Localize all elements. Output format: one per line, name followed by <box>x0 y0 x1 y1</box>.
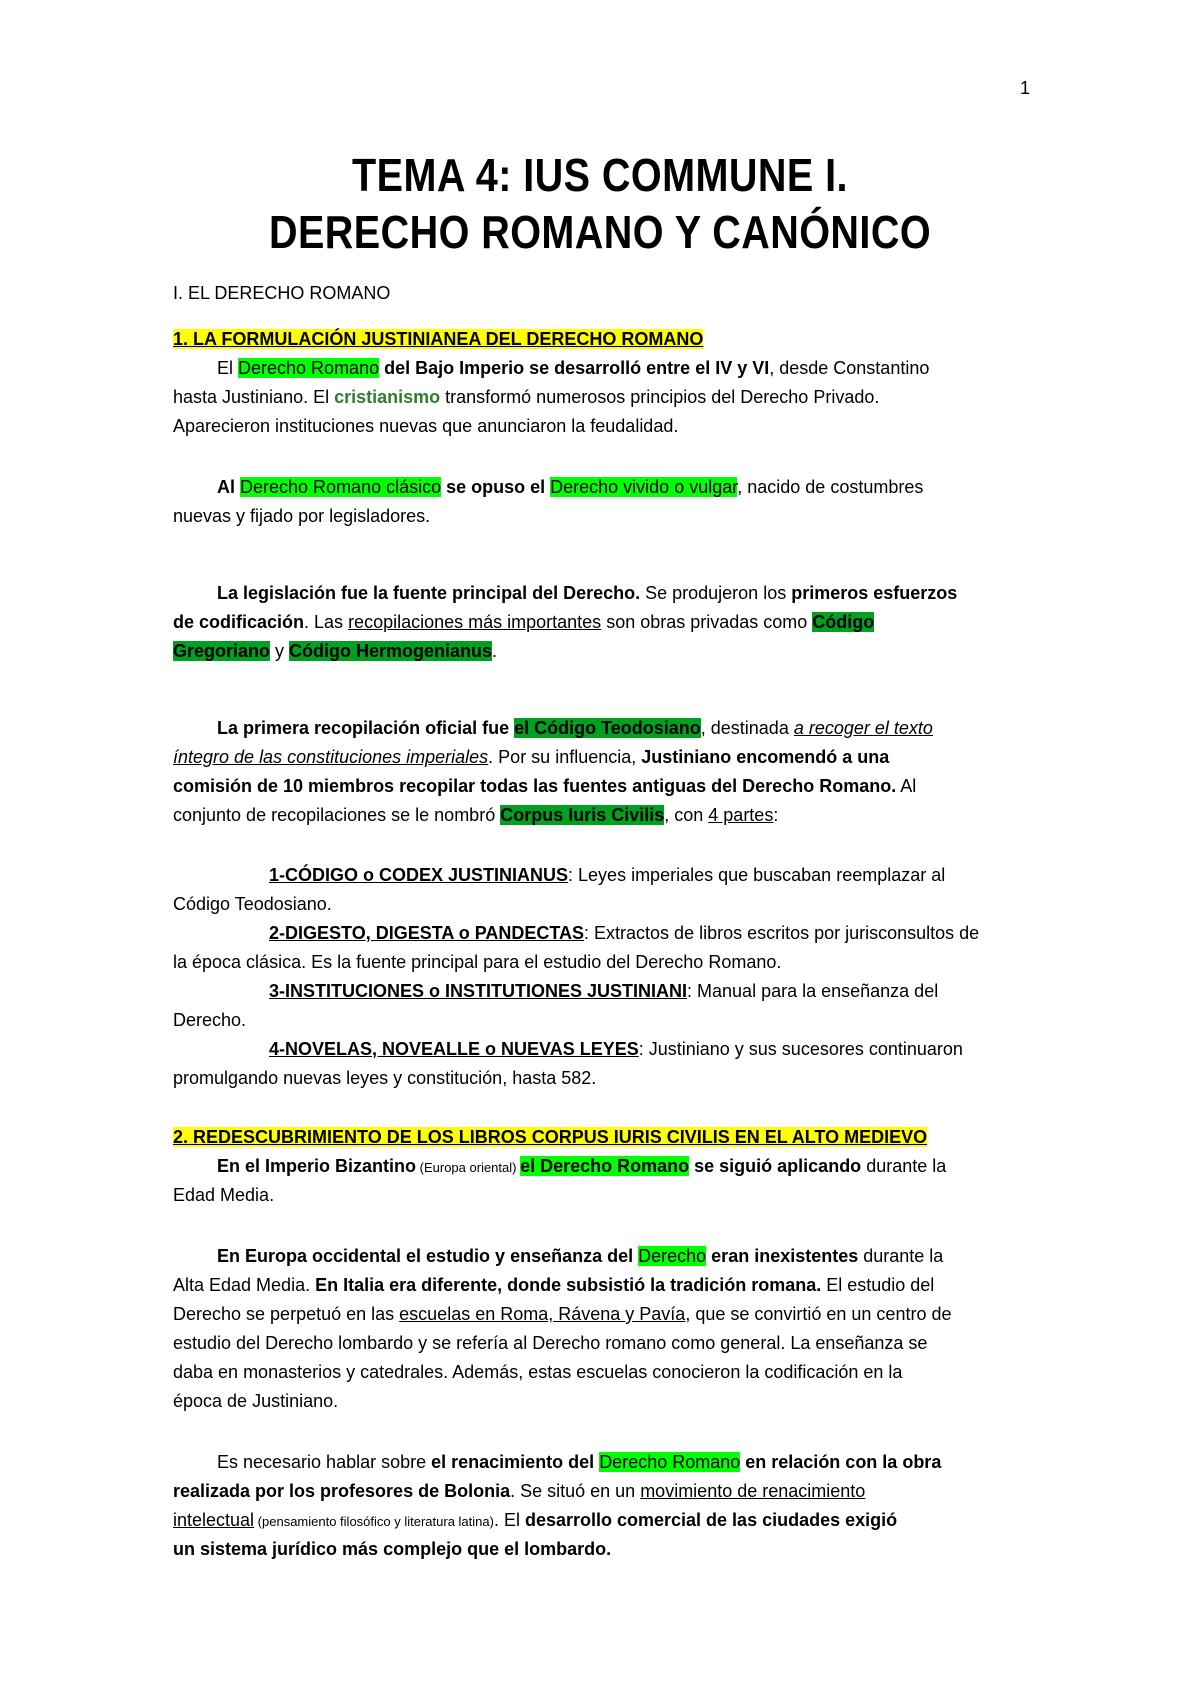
page-number: 1 <box>1020 78 1031 98</box>
p6-line2 <box>173 1272 934 1298</box>
part-title: 1-CÓDIGO o CODEX JUSTINIANUS <box>269 865 569 885</box>
part-4-line2: promulgando nuevas leyes y constitución, hasta 582. <box>173 1068 597 1088</box>
text: durante la <box>861 1156 947 1176</box>
text: . <box>606 1539 612 1559</box>
part-3-line1 <box>269 978 938 1004</box>
part-title: 4-NOVELAS, NOVEALLE o NUEVAS LEYES <box>269 1039 639 1059</box>
highlight: Corpus Iuris Civilis <box>500 805 665 825</box>
p3-line2 <box>173 609 874 635</box>
text: En Europa occidental el estudio y enseñanza del <box>217 1246 639 1266</box>
text: Es necesario hablar sobre <box>217 1452 432 1472</box>
p4-line4 <box>173 802 778 828</box>
part-title: 2-DIGESTO, DIGESTA o PANDECTAS <box>269 923 585 943</box>
p6-line3 <box>173 1301 951 1327</box>
part-title: 3-INSTITUCIONES o INSTITUTIONES JUSTINIANI <box>269 981 688 1001</box>
text: durante la <box>858 1246 944 1266</box>
text: En Italia era diferente, donde subsistió la tradición romana. <box>315 1275 822 1295</box>
page-title-line2: DERECHO ROMANO Y CANÓNICO <box>268 206 932 258</box>
text: se opuso el <box>441 477 551 497</box>
section-heading: I. EL DERECHO ROMANO <box>173 283 391 303</box>
text: a recoger el texto <box>793 718 933 738</box>
text: eran inexistentes <box>706 1246 859 1266</box>
p3-line3 <box>173 638 497 664</box>
text: intelectual <box>173 1510 255 1530</box>
highlight: Derecho Romano <box>238 358 380 378</box>
p7-line4 <box>173 1536 611 1562</box>
text: del Bajo Imperio se desarrolló entre el IV y VI <box>379 358 770 378</box>
p5-line2: Edad Media. <box>173 1185 275 1205</box>
part-2-line2: la época clásica. Es la fuente principal para el estudio del Derecho Romano. <box>173 952 782 972</box>
p1-line3: Aparecieron instituciones nuevas que anunciaron la feudalidad. <box>173 416 679 436</box>
p4-line2 <box>173 744 889 770</box>
p7-line1 <box>217 1449 941 1475</box>
text: : Leyes imperiales que buscaban reemplazar al <box>568 865 946 885</box>
text: , destinada <box>700 718 794 738</box>
text: transformó numerosos principios del Derecho Privado. <box>440 387 880 407</box>
text: Derecho se perpetuó en las <box>173 1304 400 1324</box>
highlight: Derecho vivido o vulgar <box>550 477 738 497</box>
p7-line2 <box>173 1478 865 1504</box>
text: . Las <box>304 612 349 632</box>
text: conjunto de recopilaciones se le nombró <box>173 805 501 825</box>
text: un sistema jurídico más complejo que el lombardo <box>173 1539 607 1559</box>
p1-line1 <box>217 355 929 381</box>
p6-line5: daba en monasterios y catedrales. Además, estas escuelas conocieron la codificación en la <box>173 1362 903 1382</box>
text: : Manual para la enseñanza del <box>687 981 939 1001</box>
text: . <box>492 641 498 661</box>
p6-line4: estudio del Derecho lombardo y se refería al Derecho romano como general. La enseñanza se <box>173 1333 928 1353</box>
p3-line1 <box>217 580 957 606</box>
text: cristianismo <box>334 387 441 407</box>
text: (pensamiento filosófico y literatura latina) <box>254 1514 494 1529</box>
text: Alta Edad Media. <box>173 1275 316 1295</box>
highlight: Derecho Romano clásico <box>240 477 442 497</box>
p6-line1 <box>217 1243 943 1269</box>
text: Justiniano encomendó a una <box>641 747 890 767</box>
p7-line3 <box>173 1507 897 1535</box>
part-1-line2: Código Teodosiano. <box>173 894 332 914</box>
page-title-line1: TEMA 4: IUS COMMUNE I. <box>352 149 848 201</box>
p4-line1 <box>217 715 933 741</box>
text: movimiento de renacimiento <box>640 1481 866 1501</box>
text: : Justiniano y sus sucesores continuaron <box>638 1039 963 1059</box>
text: , desde Constantino <box>769 358 930 378</box>
text: (Europa oriental) <box>416 1160 521 1175</box>
p5-line1 <box>217 1153 946 1181</box>
part-1-line1 <box>269 862 945 888</box>
text: de codificación <box>173 612 305 632</box>
text: . Se situó en un <box>510 1481 641 1501</box>
text: . El <box>493 1510 525 1530</box>
highlight: Derecho <box>638 1246 707 1266</box>
highlight: el Derecho Romano <box>520 1156 690 1176</box>
highlight: Código <box>812 612 875 632</box>
text: hasta Justiniano. El <box>173 387 335 407</box>
text: recopilaciones más importantes <box>348 612 602 632</box>
text: , que se convirtió en un centro de <box>685 1304 952 1324</box>
text: primeros esfuerzos <box>791 583 958 603</box>
heading-2 <box>173 1124 927 1150</box>
p1-line2 <box>173 384 879 410</box>
p2-line1 <box>217 474 923 500</box>
heading-1 <box>173 326 703 352</box>
text: Al <box>896 776 917 796</box>
text: , nacido de costumbres <box>737 477 924 497</box>
p2-line2: nuevas y fijado por legisladores. <box>173 506 431 526</box>
text: : Extractos de libros escritos por jurisconsultos de <box>584 923 980 943</box>
text: el renacimiento del <box>431 1452 600 1472</box>
text: en relación con la obra <box>740 1452 942 1472</box>
text: . Por su influencia, <box>488 747 642 767</box>
text: 4 partes <box>708 805 774 825</box>
text: íntegro de las constituciones imperiales <box>173 747 489 767</box>
text: se siguió aplicando <box>689 1156 862 1176</box>
text: comisión de 10 miembros recopilar todas las fuentes antiguas del Derecho Romano. <box>173 776 897 796</box>
text: desarrollo comercial de las ciudades exigió <box>524 1510 898 1530</box>
text: Se produjeron los <box>640 583 792 603</box>
part-2-line1 <box>269 920 979 946</box>
text: escuelas en Roma, Rávena y Pavía <box>399 1304 686 1324</box>
heading-2-text: 2. REDESCUBRIMIENTO DE LOS LIBROS CORPUS IURIS CIVILIS EN EL ALTO MEDIEVO <box>173 1127 928 1147</box>
text: , con <box>664 805 709 825</box>
text: En el Imperio Bizantino <box>217 1156 417 1176</box>
heading-1-text: 1. LA FORMULACIÓN JUSTINIANEA DEL DERECHO ROMANO <box>173 329 704 349</box>
text: Al <box>217 477 241 497</box>
text: son obras privadas como <box>601 612 813 632</box>
part-4-line1 <box>269 1036 963 1062</box>
part-3-line2: Derecho. <box>173 1010 247 1030</box>
text: La legislación fue la fuente principal del Derecho. <box>217 583 641 603</box>
text: : <box>773 805 779 825</box>
highlight: Código Hermogenianus <box>289 641 493 661</box>
highlight: Derecho Romano <box>599 1452 741 1472</box>
text: La primera recopilación oficial fue <box>217 718 515 738</box>
highlight: Gregoriano <box>173 641 271 661</box>
text: y <box>270 641 290 661</box>
p6-line6: época de Justiniano. <box>173 1391 339 1411</box>
text: El estudio del <box>821 1275 935 1295</box>
text: El <box>217 358 239 378</box>
text: realizada por los profesores de Bolonia <box>173 1481 511 1501</box>
p4-line3 <box>173 773 916 799</box>
highlight: el Código Teodosiano <box>514 718 701 738</box>
